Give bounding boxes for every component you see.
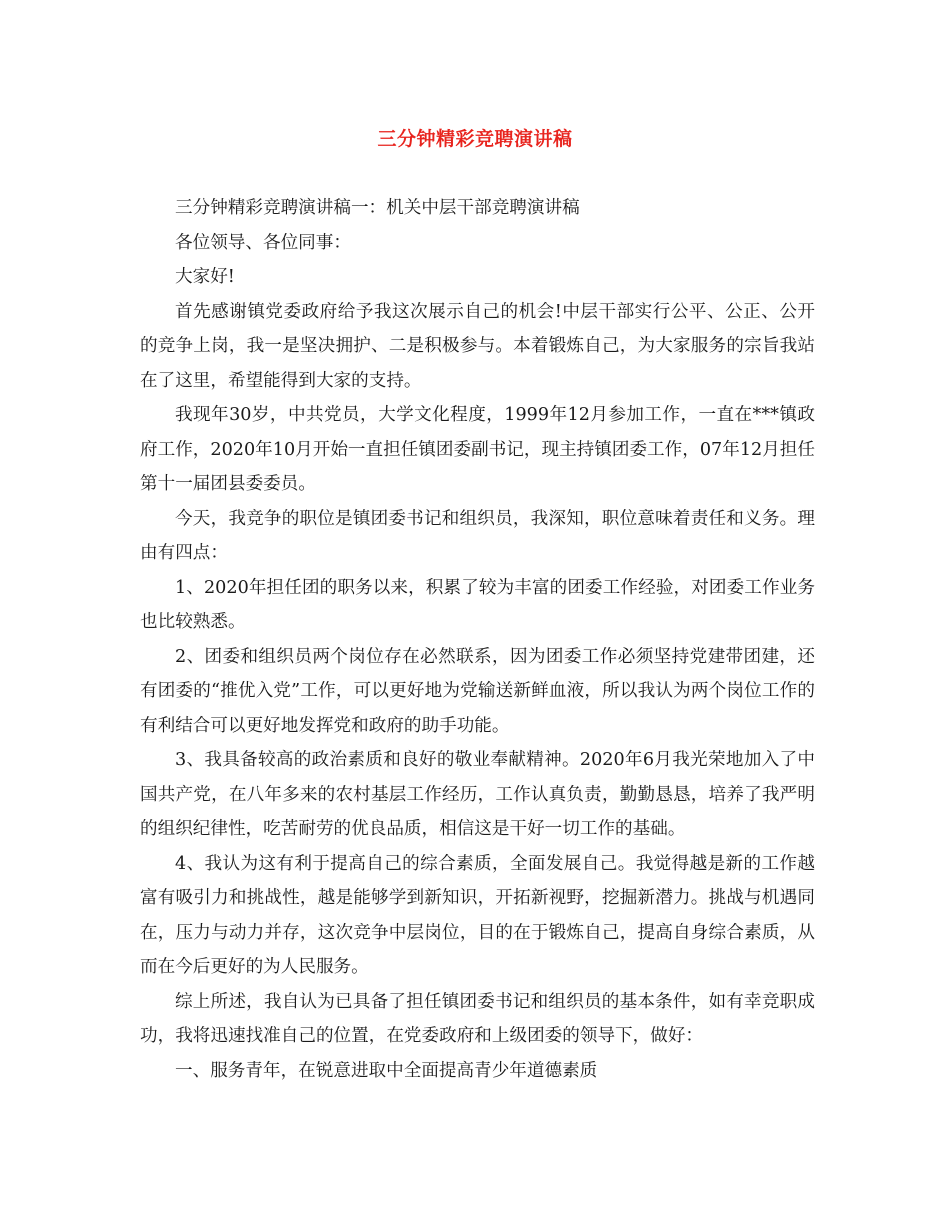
paragraph: 一、服务青年，在锐意进取中全面提高青少年道德素质 (175, 1060, 598, 1081)
paragraph: 各位领导、各位同事： (175, 232, 351, 253)
paragraph: 2、团委和组织员两个岗位存在必然联系，因为团委工作必须坚持党建带团建，还有团委的“推优入党”工作，可以更好地为党输送新鲜血液，所以我认为两个岗位工作的有利结合可以更好地发挥党和政府的助手功能。 (140, 646, 815, 736)
paragraph: 今天，我竞争的职位是镇团委书记和组织员，我深知，职位意味着责任和义务。理由有四点： (140, 508, 815, 563)
paragraph: 3、我具备较高的政治素质和良好的敬业奉献精神。2020年6月我光荣地加入了中国共产党，在八年多来的农村基层工作经历，工作认真负责，勤勤恳恳，培养了我严明的组织纪律性，吃苦耐劳的优良品质，相信这是干好一切工作的基础。 (140, 750, 815, 839)
document-body (140, 191, 815, 1088)
paragraph: 1、2020年担任团的职务以来，积累了较为丰富的团委工作经验，对团委工作业务也比较熟悉。 (140, 577, 815, 632)
paragraph: 首先感谢镇党委政府给予我这次展示自己的机会!中层干部实行公平、公正、公开的竞争上岗，我一是坚决拥护、二是积极参与。本着锻炼自己，为大家服务的宗旨我站在了这里，希望能得到大家的支持。 (140, 301, 815, 391)
paragraph: 4、我认为这有利于提高自己的综合素质，全面发展自己。我觉得越是新的工作越富有吸引力和挑战性，越是能够学到新知识，开拓新视野，挖掘新潜力。挑战与机遇同在，压力与动力并存，这次竞争中层岗位，目的在于锻炼自己，提高自身综合素质，从而在今后更好的为人民服务。 (140, 853, 815, 977)
paragraph: 综上所述，我自认为已具备了担任镇团委书记和组织员的基本条件，如有幸竞职成功，我将迅速找准自己的位置，在党委政府和上级团委的领导下，做好： (140, 991, 815, 1046)
paragraph: 我现年30岁，中共党员，大学文化程度，1999年12月参加工作，一直在***镇政府工作，2020年10月开始一直担任镇团委副书记，现主持镇团委工作，07年12月担任第十一届团县委委员。 (140, 405, 815, 494)
paragraph: 三分钟精彩竞聘演讲稿一：机关中层干部竞聘演讲稿 (175, 198, 580, 218)
paragraph: 大家好! (175, 267, 235, 287)
document-title: 三分钟精彩竞聘演讲稿 (377, 128, 573, 150)
